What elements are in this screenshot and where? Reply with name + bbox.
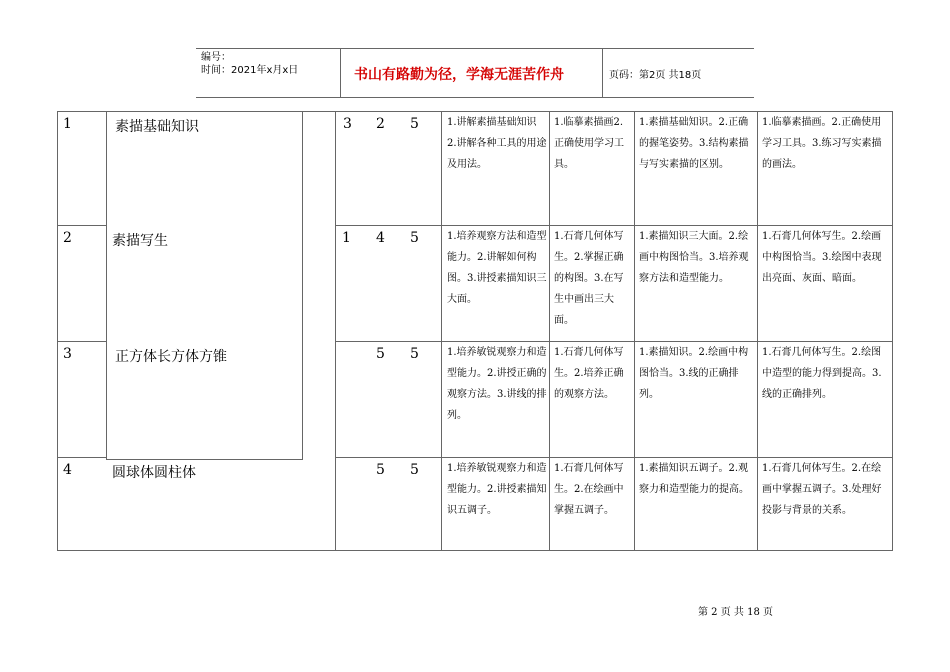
row-number: 4 xyxy=(63,462,72,478)
row-key-points: 1.素描知识五调子。2.观察力和造型能力的提高。 xyxy=(639,463,749,495)
row-value-3: 5 xyxy=(410,462,419,478)
row-value-2: 4 xyxy=(376,230,385,246)
row-value-2: 2 xyxy=(376,116,385,132)
row-student-activity: 1.石膏几何体写生。2.在绘画中掌握五调子。 xyxy=(554,463,624,516)
row-objectives: 1.石膏几何体写生。2.在绘画中掌握五调子。3.处理好投影与背景的关系。 xyxy=(762,463,882,516)
row-value-3: 5 xyxy=(410,346,419,362)
row-teaching-content: 1.培养观察方法和造型能力。2.讲解如何构图。3.讲授素描知识三大面。 xyxy=(447,231,547,305)
row-topic: 素描基础知识 xyxy=(115,119,199,135)
row-student-activity: 1.石膏几何体写生。2.培养正确的观察方法。 xyxy=(554,347,624,400)
row-key-points: 1.素描知识三大面。2.绘画中构图恰当。3.培养观察方法和造型能力。 xyxy=(639,231,749,284)
row-objectives: 1.石膏几何体写生。2.绘图中造型的能力得到提高。3.线的正确排列。 xyxy=(762,347,882,400)
row-number: 2 xyxy=(63,230,72,246)
document-time-label: 时间：2021年x月x日 xyxy=(201,65,299,76)
row-objectives: 1.临摹素描画。2.正确使用学习工具。3.练习写实素描的画法。 xyxy=(762,117,882,170)
row-number: 1 xyxy=(63,116,72,132)
row-key-points: 1.素描基础知识。2.正确的握笔姿势。3.结构素描与写实素描的区别。 xyxy=(639,117,749,170)
row-topic: 圆球体圆柱体 xyxy=(112,465,196,481)
row-student-activity: 1.石膏几何体写生。2.掌握正确的构图。3.在写生中画出三大面。 xyxy=(554,231,624,326)
row-key-points: 1.素描知识。2.绘画中构图恰当。3.线的正确排列。 xyxy=(639,347,749,400)
row-teaching-content: 1.讲解素描基础知识 2.讲解各种工具的用途及用法。 xyxy=(447,117,547,170)
row-value-3: 5 xyxy=(410,116,419,132)
row-value-1: 1 xyxy=(342,230,351,246)
row-number: 3 xyxy=(63,346,72,362)
row-objectives: 1.石膏几何体写生。2.绘画中构图恰当。3.绘图中表现出亮面、灰面、暗面。 xyxy=(762,231,882,284)
row-student-activity: 1.临摹素描画2.正确使用学习工具。 xyxy=(554,117,624,170)
row-teaching-content: 1.培养敏锐观察力和造型能力。2.讲授正确的观察方法。3.讲线的排列。 xyxy=(447,347,547,421)
page-footer: 第 2 页 共 18 页 xyxy=(698,607,773,618)
row-value-2: 5 xyxy=(376,462,385,478)
row-value-2: 5 xyxy=(376,346,385,362)
row-value-3: 5 xyxy=(410,230,419,246)
row-topic: 素描写生 xyxy=(112,233,168,249)
page-number-label: 页码：第2页 共18页 xyxy=(609,70,702,81)
row-topic: 正方体长方体方锥 xyxy=(115,349,227,365)
row-value-1: 3 xyxy=(343,116,352,132)
row-teaching-content: 1.培养敏锐观察力和造型能力。2.讲授素描知识五调子。 xyxy=(447,463,547,516)
motto-text: 书山有路勤为径，学海无涯苦作舟 xyxy=(354,67,564,83)
document-number-label: 编号： xyxy=(201,52,231,63)
